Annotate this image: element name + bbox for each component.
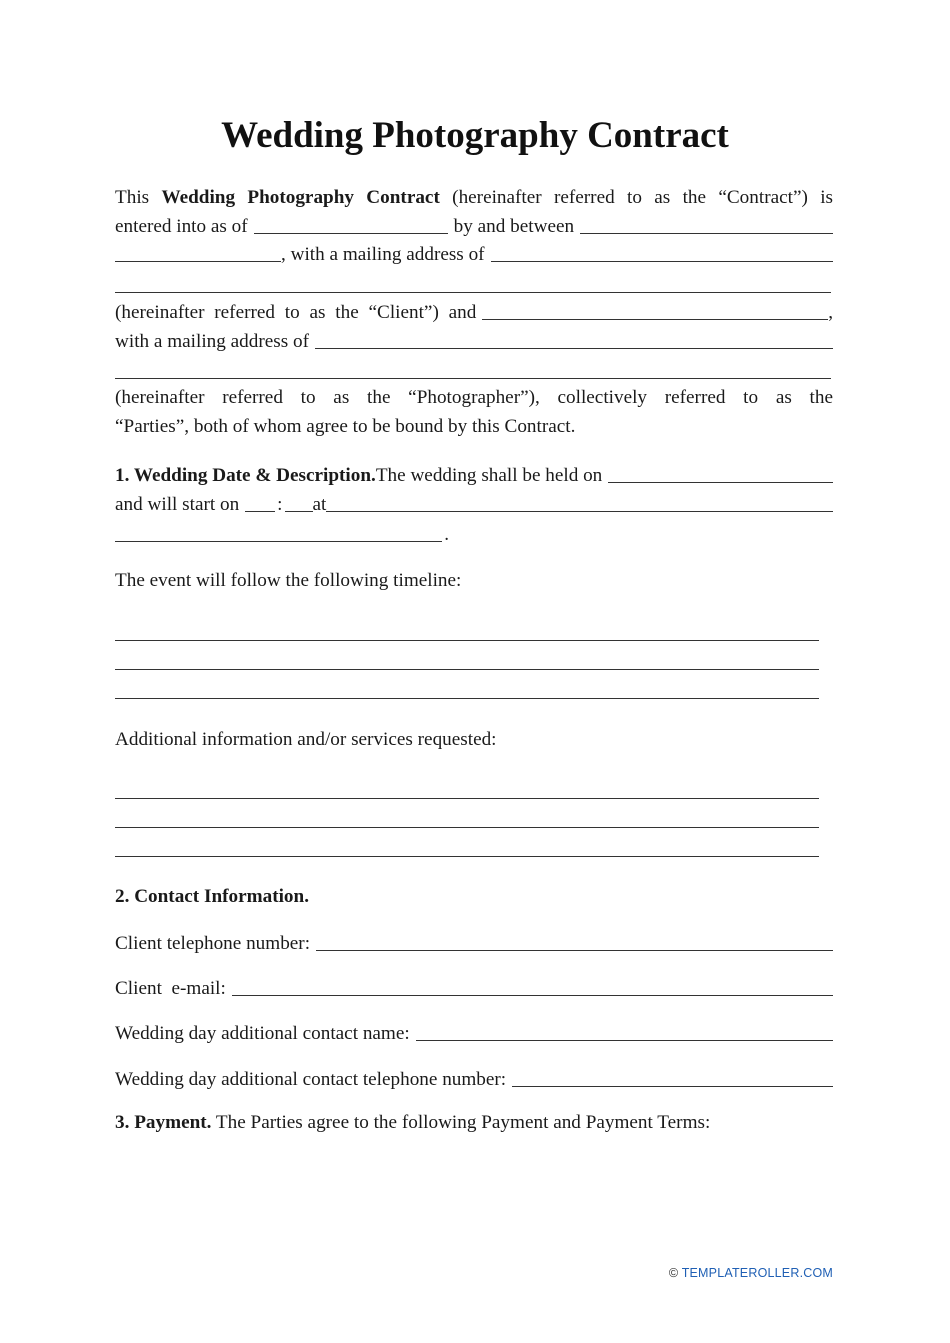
photographer-address-blank-1[interactable] <box>315 330 833 349</box>
wedding-location-blank-1[interactable] <box>326 493 833 512</box>
intro-line-8: (hereinafter referred to as the “Photographer”), collectively referred to as the <box>115 387 833 408</box>
footer-brand[interactable] <box>669 1266 833 1280</box>
additional-info-line-3[interactable] <box>115 856 819 857</box>
section1-line-2: and will start on : at <box>115 490 833 516</box>
footer-brand-link[interactable]: TEMPLATEROLLER.COM <box>681 1266 833 1280</box>
intro-line-3: , with a mailing address of <box>115 240 833 266</box>
photographer-name-blank[interactable] <box>482 301 828 320</box>
client-name-blank-2[interactable] <box>115 243 281 262</box>
additional-contact-name-label: Wedding day additional contact name: <box>115 1023 410 1044</box>
client-address-blank-2[interactable] <box>115 292 831 293</box>
timeline-line-1[interactable] <box>115 640 819 641</box>
section1-line-3: . <box>115 520 455 546</box>
intro-paragraph <box>115 184 833 213</box>
additional-info-line-1[interactable] <box>115 798 819 799</box>
intro-line-1: This Wedding Photography Contract (hereinafter referred to as the “Contract”) is <box>115 187 833 208</box>
copyright-symbol: © <box>668 1266 679 1280</box>
additional-info-line-2[interactable] <box>115 827 819 828</box>
client-address-blank-1[interactable] <box>491 243 833 262</box>
intro-line-9: “Parties”, both of whom agree to be bound by this Contract. <box>115 415 576 437</box>
intro-line-2: entered into as of by and between <box>115 212 833 238</box>
additional-contact-phone-row <box>115 1065 833 1091</box>
client-phone-label: Client telephone number: <box>115 933 311 954</box>
contract-date-blank[interactable] <box>254 215 448 234</box>
additional-contact-name-blank[interactable] <box>416 1022 833 1041</box>
start-minute-blank[interactable] <box>285 493 313 512</box>
contract-name-bold: Wedding Photography Contract <box>161 187 440 208</box>
timeline-label: The event will follow the following timeline: <box>115 570 462 591</box>
client-phone-blank[interactable] <box>316 932 833 951</box>
wedding-date-blank[interactable] <box>608 464 833 483</box>
additional-contact-phone-label: Wedding day additional contact telephone number: <box>115 1069 507 1090</box>
additional-info-label: Additional information and/or services requested: <box>115 729 497 750</box>
intro-line-5: (hereinafter referred to as the “Client”) and , <box>115 302 833 323</box>
wedding-location-blank-2[interactable] <box>115 523 442 542</box>
section1-line-1: 1. Wedding Date & Description. The wedding shall be held on <box>115 461 833 487</box>
timeline-line-3[interactable] <box>115 698 819 699</box>
start-hour-blank[interactable] <box>245 493 275 512</box>
client-email-row <box>115 974 833 1000</box>
client-email-blank[interactable] <box>232 977 833 996</box>
section3-heading: 3. Payment. <box>115 1112 212 1133</box>
client-name-blank-1[interactable] <box>580 215 833 234</box>
client-email-label: Client e-mail: <box>115 978 226 999</box>
section2-heading: 2. Contact Information. <box>115 886 309 907</box>
intro-line-6: with a mailing address of <box>115 327 833 353</box>
document-title: Wedding Photography Contract <box>221 115 729 156</box>
intro-closing <box>115 384 833 441</box>
photographer-address-blank-2[interactable] <box>115 378 831 379</box>
client-phone-row <box>115 929 833 955</box>
additional-contact-phone-blank[interactable] <box>512 1068 833 1087</box>
section3-line: 3. Payment. The Parties agree to the following Payment and Payment Terms: <box>115 1112 711 1133</box>
timeline-line-2[interactable] <box>115 669 819 670</box>
additional-contact-name-row <box>115 1019 833 1045</box>
section1-heading: 1. Wedding Date & Description. <box>115 465 376 486</box>
